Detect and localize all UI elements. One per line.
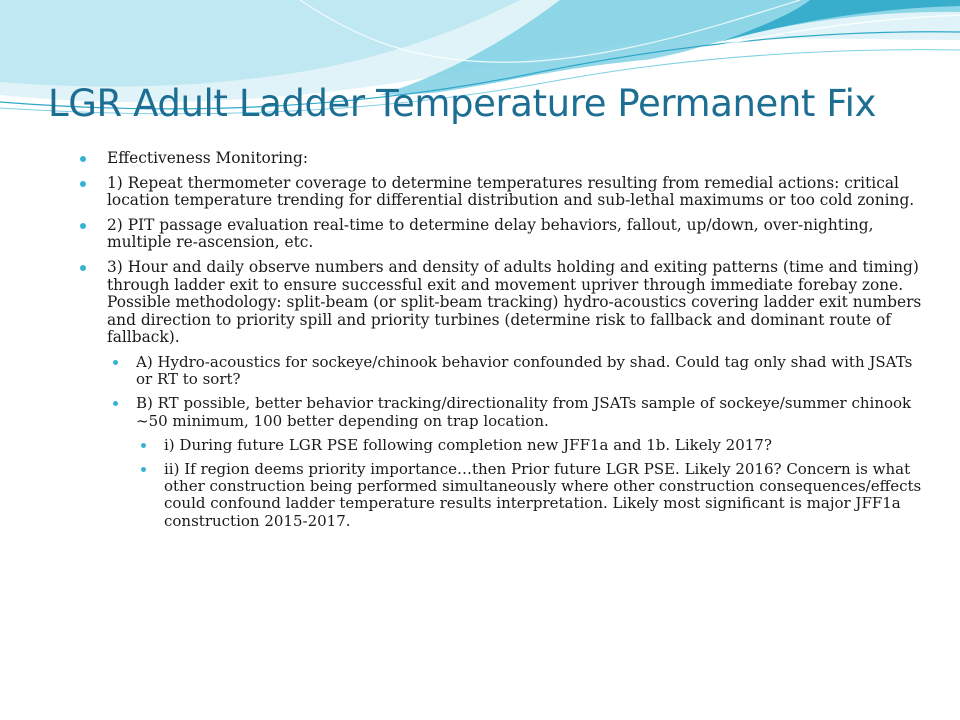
bullet-item: Effectiveness Monitoring: (80, 150, 930, 168)
sub-sub-bullet-item: i) During future LGR PSE following completion new JFF1a and 1b. Likely 2017? (80, 437, 930, 454)
bullet-item: 3) Hour and daily observe numbers and density of adults holding and exiting patterns (time and timing) through ladder exit to ensure successful exit and movement upriver through immediate forebay zone. Possible methodology: split-beam (or split-beam tracking) hydro-acoustics covering ladder exit numbers and direction to priority spill and priority turbines (determine risk to fallback and dominant route of fallback). (80, 259, 930, 347)
bullet-list (80, 150, 930, 537)
bullet-item: 1) Repeat thermometer coverage to determine temperatures resulting from remedial actions: critical location temperature trending for differential distribution and sub-lethal maximums or too cold zoning. (80, 175, 930, 210)
bullet-item: 2) PIT passage evaluation real-time to determine delay behaviors, fallout, up/down, over-nighting, multiple re-ascension, etc. (80, 217, 930, 252)
sub-sub-bullet-item: ii) If region deems priority importance…then Prior future LGR PSE. Likely 2016? Concern is what other construction being performed simultaneously where other construction consequences/effects could confound ladder temperature results interpretation. Likely most significant is major JFF1a construction 2015-2017. (80, 461, 930, 530)
slide-title: LGR Adult Ladder Temperature Permanent Fix (48, 82, 876, 125)
sub-bullet-item: A) Hydro-acoustics for sockeye/chinook behavior confounded by shad. Could tag only shad with JSATs or RT to sort? (80, 354, 930, 388)
sub-bullet-item: B) RT possible, better behavior tracking/directionality from JSATs sample of sockeye/summer chinook ~50 minimum, 100 better depending on trap location. (80, 395, 930, 429)
